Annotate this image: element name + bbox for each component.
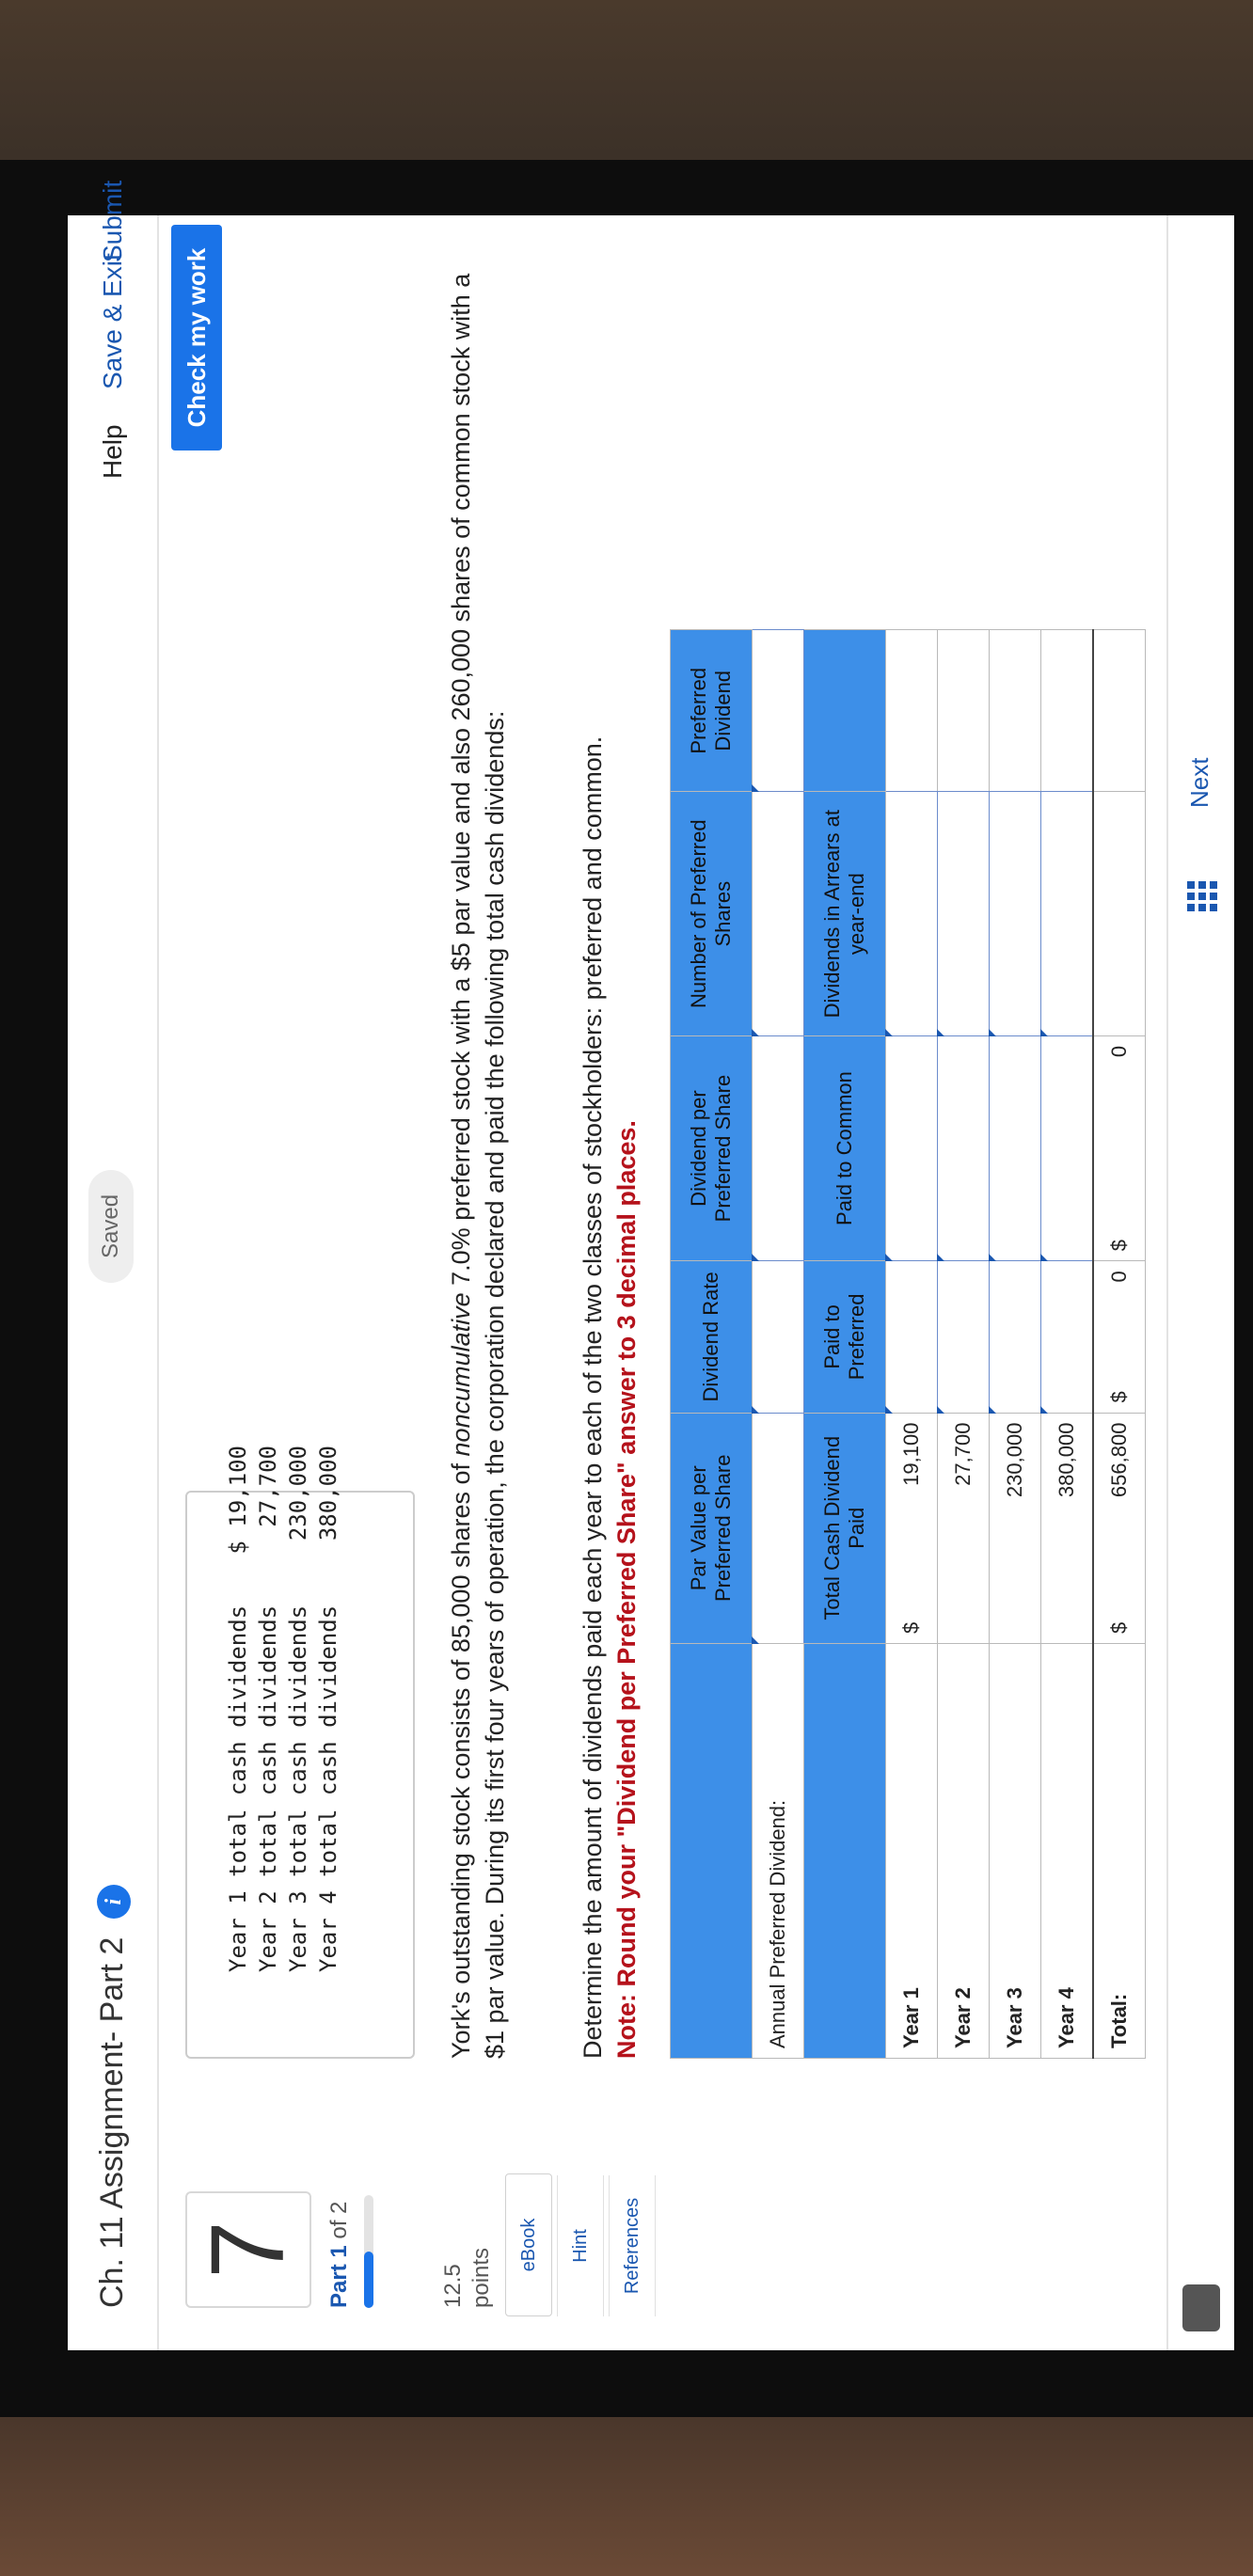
empty-cell — [1041, 630, 1094, 793]
empty-cell — [938, 630, 990, 793]
header-dividend-per-share: Dividend per Preferred Share — [671, 1035, 753, 1260]
paid-preferred-input[interactable] — [1041, 1261, 1094, 1413]
par-value-input[interactable] — [753, 1413, 804, 1643]
scenario-value: $ 19,100 — [225, 1446, 251, 1555]
scenario-label: Year 3 total cash dividends — [285, 1604, 311, 1972]
question-number: 7 — [185, 2191, 311, 2308]
assignment-title-text: Ch. 11 Assignment- Part 2 — [94, 1936, 130, 2308]
bottom-bar — [1166, 215, 1234, 2350]
table-row — [886, 630, 938, 2059]
total-common-sum — [1093, 1035, 1146, 1260]
empty-cell — [886, 630, 938, 793]
dividend-rate-input[interactable] — [753, 1261, 804, 1413]
empty-cell — [990, 630, 1041, 793]
header-paid-common: Paid to Common — [804, 1035, 886, 1260]
paid-common-input[interactable] — [938, 1035, 990, 1260]
header-dividend-rate: Dividend Rate — [671, 1261, 753, 1413]
scenario-row — [253, 1446, 283, 1972]
header-total-cash: Total Cash Dividend Paid — [804, 1413, 886, 1643]
currency-symbol: $ — [1107, 1391, 1131, 1403]
top-bar — [68, 180, 159, 2350]
paid-preferred-input[interactable] — [938, 1261, 990, 1413]
scenario-value: 27,700 — [255, 1446, 281, 1527]
table-header-row — [804, 630, 886, 2059]
part-total: of 2 — [326, 2201, 352, 2246]
table-header-row — [671, 630, 753, 2059]
year-label: Year 4 — [1041, 1644, 1094, 2059]
ebook-button[interactable]: eBook — [505, 2173, 552, 2316]
part-progress-bar — [364, 2195, 373, 2308]
total-common-value: 0 — [1107, 1045, 1131, 1058]
paid-common-input[interactable] — [886, 1035, 938, 1260]
problem-text-a: York's outstanding stock consists of 85,000 shares of — [447, 1456, 475, 2059]
hint-button[interactable]: Hint — [557, 2175, 604, 2316]
question-grid-icon[interactable] — [1187, 881, 1217, 911]
number-shares-input[interactable] — [753, 792, 804, 1035]
arrears-input[interactable] — [938, 792, 990, 1035]
part-current: Part 1 — [326, 2245, 352, 2308]
year-label: Year 3 — [990, 1644, 1041, 2059]
total-cash-sum-value: 656,800 — [1107, 1422, 1131, 1498]
submit-link[interactable]: Submit — [98, 180, 127, 262]
assignment-title — [94, 1885, 131, 2308]
arrears-input[interactable] — [1041, 792, 1094, 1035]
problem-statement — [444, 244, 512, 2059]
references-button[interactable]: References — [609, 2175, 656, 2316]
table-row — [753, 630, 804, 2059]
save-exit-link[interactable]: Save & Exit — [98, 253, 127, 389]
dividend-table — [670, 629, 1146, 2059]
year-label: Year 1 — [886, 1644, 938, 2059]
total-cash-value: 230,000 — [990, 1413, 1041, 1643]
header-blank — [804, 630, 886, 793]
info-icon[interactable]: i — [97, 1885, 131, 1919]
points-info — [439, 2248, 496, 2308]
points-value: 12.5 — [440, 2264, 466, 2308]
problem-text-italic: noncumulative — [447, 1292, 475, 1457]
table-row — [938, 630, 990, 2059]
scenario-row — [283, 1446, 313, 1972]
table-row — [990, 630, 1041, 2059]
header-paid-preferred: Paid to Preferred — [804, 1261, 886, 1413]
scenario-label: Year 2 total cash dividends — [255, 1604, 281, 1972]
dividends-scenario-box — [185, 1446, 415, 2059]
header-arrears: Dividends in Arrears at year-end — [804, 792, 886, 1035]
scenario-value: 380,000 — [315, 1446, 341, 1541]
year-label: Year 2 — [938, 1644, 990, 2059]
total-preferred-value: 0 — [1107, 1271, 1131, 1283]
paid-preferred-input[interactable] — [886, 1261, 938, 1413]
arrears-input[interactable] — [886, 792, 938, 1035]
currency-symbol: $ — [1107, 1239, 1131, 1252]
header-blank — [671, 1644, 753, 2059]
calculator-icon[interactable] — [1182, 2284, 1220, 2331]
scenario-row — [223, 1446, 253, 1972]
app-screen — [68, 180, 1234, 2350]
instruction-text: Determine the amount of dividends paid each year to each of the two classes of stockholders: preferred and common. — [579, 735, 607, 2059]
annual-dividend-label: Annual Preferred Dividend: — [753, 1644, 804, 2059]
currency-symbol: $ — [1107, 1621, 1131, 1634]
paid-common-input[interactable] — [990, 1035, 1041, 1260]
total-cash-cell — [886, 1413, 938, 1643]
problem-text-b: 7.0% preferred stock with a $5 par value and also 260,000 shares of common stock with a $1 par value. During its first four years of operation, the corporation declared and paid the following total cash dividends: — [447, 273, 509, 2059]
paid-common-input[interactable] — [1041, 1035, 1094, 1260]
header-blank — [804, 1644, 886, 2059]
arrears-input[interactable] — [990, 792, 1041, 1035]
total-label: Total: — [1093, 1644, 1146, 2059]
next-button[interactable]: Next — [1185, 757, 1213, 808]
total-preferred-sum — [1093, 1261, 1146, 1413]
instruction-block — [576, 244, 643, 2059]
saved-status-badge: Saved — [88, 1170, 134, 1283]
empty-cell — [1093, 630, 1146, 793]
scenario-value: 230,000 — [285, 1446, 311, 1541]
scenario-label: Year 4 total cash dividends — [315, 1604, 341, 1972]
total-cash-value: 380,000 — [1041, 1413, 1094, 1643]
preferred-dividend-input[interactable] — [753, 630, 804, 793]
total-cash-value: 19,100 — [899, 1422, 923, 1486]
table-total-row — [1093, 630, 1146, 2059]
total-cash-sum — [1093, 1413, 1146, 1643]
table-row — [1041, 630, 1094, 2059]
dividend-per-share-input[interactable] — [753, 1035, 804, 1260]
scenario-label: Year 1 total cash dividends — [225, 1604, 251, 1972]
scenario-row — [313, 1446, 343, 1972]
total-cash-value: 27,700 — [938, 1413, 990, 1643]
points-label: points — [468, 2247, 494, 2308]
rounding-note: Note: Round your "Dividend per Preferred Share" answer to 3 decimal places. — [612, 1120, 641, 2059]
currency-symbol: $ — [899, 1621, 923, 1634]
header-number-shares: Number of Preferred Shares — [671, 792, 753, 1035]
header-par-value: Par Value per Preferred Share — [671, 1413, 753, 1643]
header-preferred-dividend: Preferred Dividend — [671, 630, 753, 793]
part-indicator — [326, 2202, 353, 2308]
paid-preferred-input[interactable] — [990, 1261, 1041, 1413]
help-link[interactable]: Help — [98, 424, 127, 479]
empty-cell — [1093, 792, 1146, 1035]
part-progress-fill — [364, 2252, 373, 2308]
check-my-work-button[interactable]: Check my work — [171, 225, 222, 450]
